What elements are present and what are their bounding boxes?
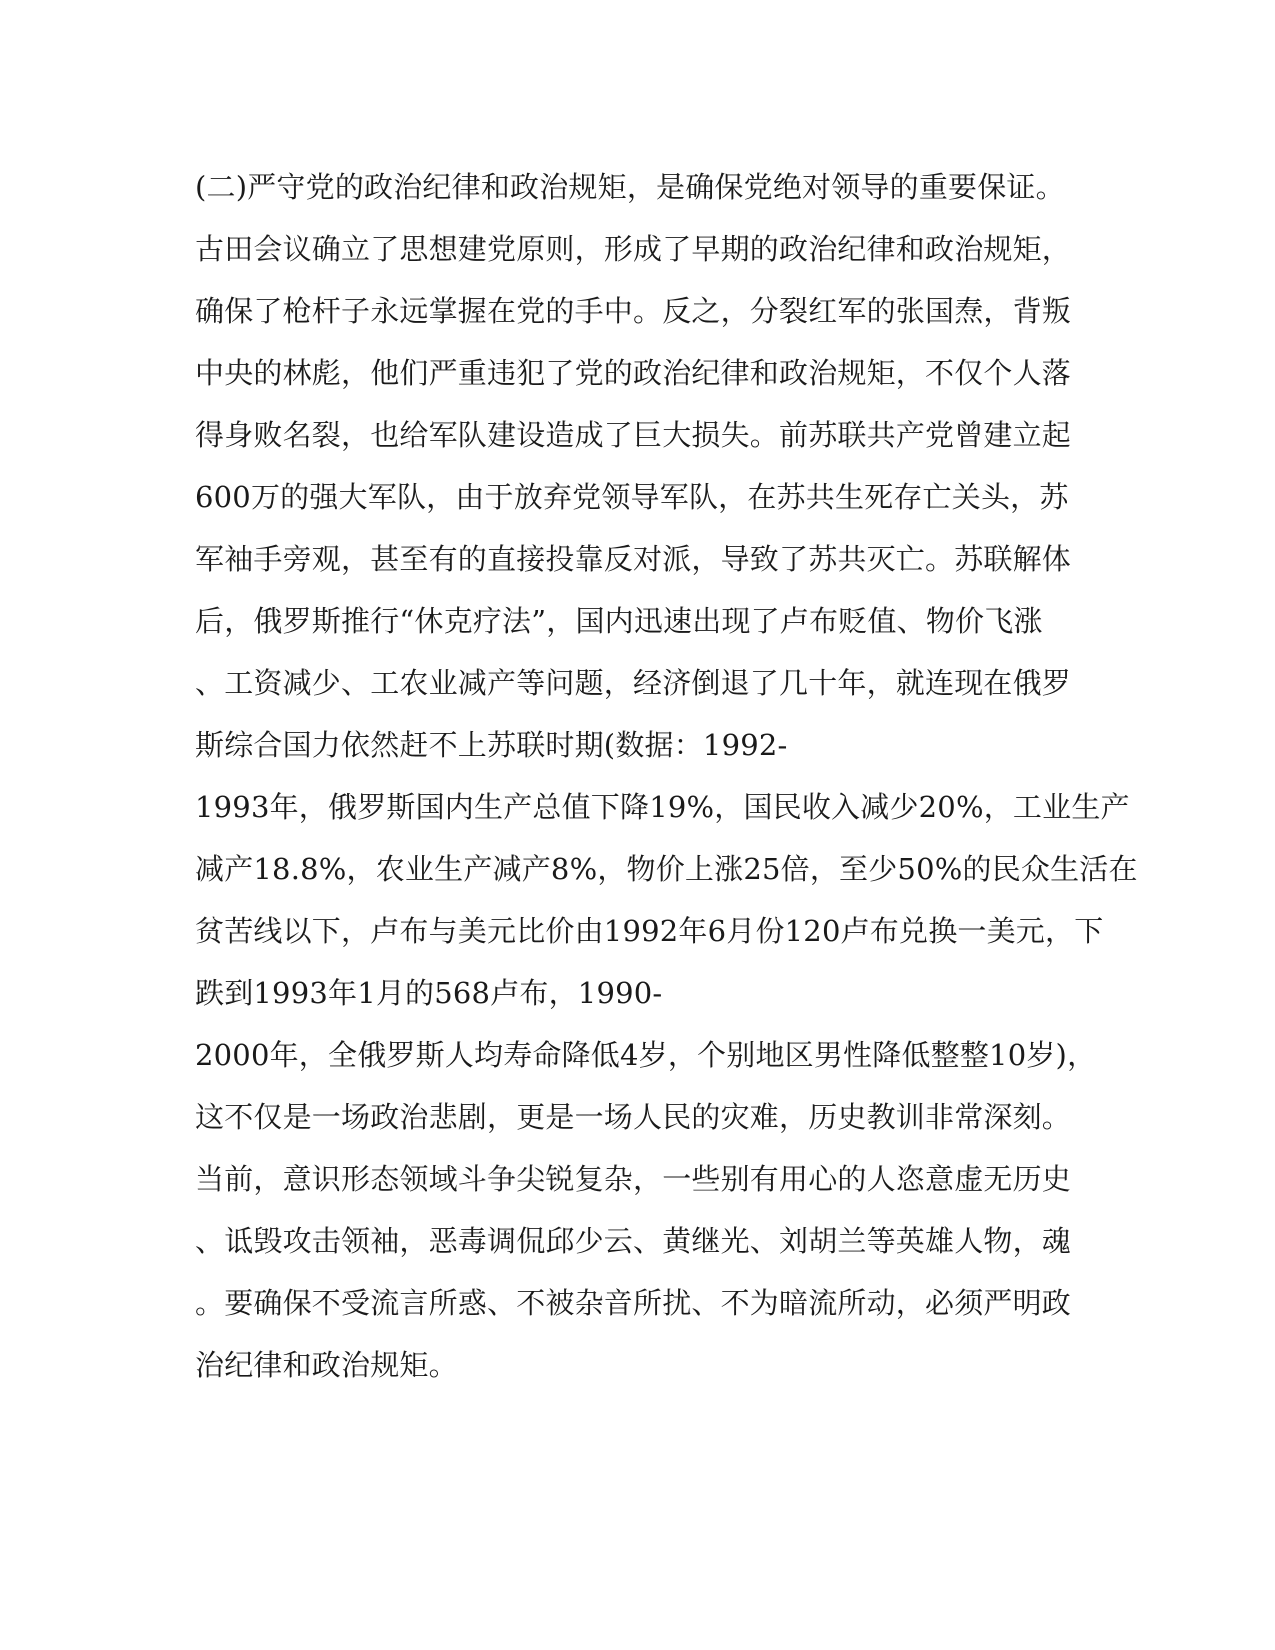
text-line-6: 600万的强大军队，由于放弃党领导军队，在苏共生死存亡关头，苏 (195, 480, 1069, 514)
text-line-3: 确保了枪杆子永远掌握在党的手中。反之，分裂红军的张国焘，背叛 (195, 294, 1072, 328)
text-line-18: 、诋毁攻击领袖，恶毒调侃邱少云、黄继光、刘胡兰等英雄人物，魂 (195, 1224, 1072, 1258)
text-line-9: 、工资减少、工农业减产等问题，经济倒退了几十年，就连现在俄罗 (195, 666, 1072, 700)
text-line-16: 这不仅是一场政治悲剧，更是一场人民的灾难，历史教训非常深刻。 (195, 1100, 1072, 1134)
text-line-11: 1993年，俄罗斯国内生产总值下降19%，国民收入减少20%，工业生产 (195, 790, 1130, 824)
text-line-20: 治纪律和政治规矩。 (195, 1348, 458, 1382)
text-line-7: 军袖手旁观，甚至有的直接投靠反对派，导致了苏共灭亡。苏联解体 (195, 542, 1072, 576)
text-line-2: 古田会议确立了思想建党原则，形成了早期的政治纪律和政治规矩， (195, 232, 1072, 266)
text-line-15: 2000年，全俄罗斯人均寿命降低4岁，个别地区男性降低整整10岁)， (195, 1038, 1097, 1072)
text-line-19: 。要确保不受流言所惑、不被杂音所扰、不为暗流所动，必须严明政 (195, 1286, 1072, 1320)
text-line-1: (二)严守党的政治纪律和政治规矩，是确保党绝对领导的重要保证。 (195, 170, 1065, 204)
text-line-10: 斯综合国力依然赶不上苏联时期(数据：1992- (195, 728, 788, 762)
text-line-4: 中央的林彪，他们严重违犯了党的政治纪律和政治规矩，不仅个人落 (195, 356, 1072, 390)
text-line-8: 后，俄罗斯推行“休克疗法”，国内迅速出现了卢布贬值、物价飞涨 (195, 604, 1043, 638)
text-line-14: 跌到1993年1月的568卢布，1990- (195, 976, 663, 1010)
text-line-12: 减产18.8%，农业生产减产8%，物价上涨25倍，至少50%的民众生活在 (195, 852, 1138, 886)
text-line-13: 贫苦线以下，卢布与美元比价由1992年6月份120卢布兑换一美元，下 (195, 914, 1104, 948)
body-paragraph (195, 156, 1138, 1396)
text-line-5: 得身败名裂，也给军队建设造成了巨大损失。前苏联共产党曾建立起 (195, 418, 1072, 452)
text-line-17: 当前，意识形态领域斗争尖锐复杂，一些别有用心的人恣意虚无历史 (195, 1162, 1072, 1196)
